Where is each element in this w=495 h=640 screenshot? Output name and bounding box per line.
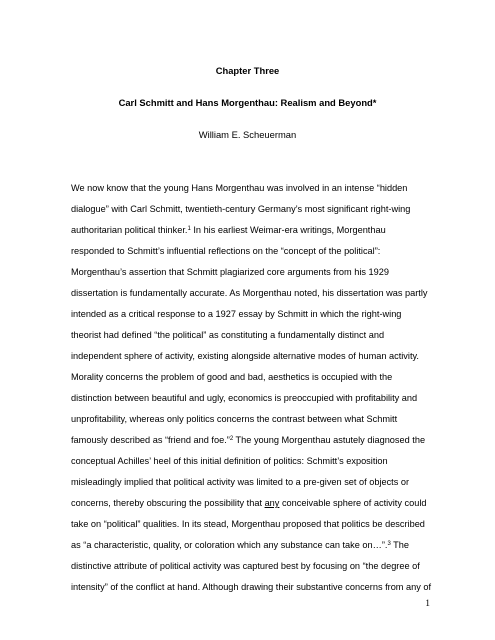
text-line <box>71 493 431 514</box>
text-line: theorist had defined “the political” as constituting a fundamentally distinct and <box>71 330 385 340</box>
text-line: intensity” of the conflict at hand. Although drawing their substantive concerns from any of <box>71 582 432 592</box>
text-line: We now know that the young Hans Morgenthau was involved in an intense “hidden <box>71 183 408 193</box>
page-number: 1 <box>425 599 430 609</box>
text-line: conceptual Achilles’ heel of this initial definition of politics: Schmitt’s exposition <box>71 456 388 466</box>
body-paragraph <box>71 178 431 598</box>
underlined-word: any <box>264 498 280 508</box>
text-run: The young Morgenthau astutely diagnosed the <box>233 435 426 445</box>
text-line: responded to Schmitt’s influential reflections on the “concept of the political”: <box>71 246 381 256</box>
footnote-ref-3: 3 <box>387 541 391 547</box>
text-line: dissertation is fundamentally accurate. As Morgenthau noted, his dissertation was partly <box>71 288 428 298</box>
text-line: take on “political” qualities. In its stead, Morgenthau proposed that politics be described <box>71 519 425 529</box>
text-line <box>71 535 431 556</box>
footnote-ref-2: 2 <box>229 436 234 442</box>
text-run: as “a characteristic, quality, or coloration which any substance can take on…”. <box>71 540 388 550</box>
text-run: authoritarian political thinker. <box>71 225 188 235</box>
text-run: famously described as “friend and foe.” <box>71 435 230 445</box>
text-run: concerns, thereby obscuring the possibility that <box>71 498 265 508</box>
text-line <box>71 430 431 451</box>
text-run: conceivable sphere of activity could <box>279 498 427 508</box>
chapter-heading: Chapter Three <box>215 65 280 76</box>
text-line: Morgenthau’s assertion that Schmitt plagiarized core arguments from his 1929 <box>71 267 389 277</box>
text-line: independent sphere of activity, existing alongside alternative modes of human activity. <box>71 351 419 361</box>
text-line: unprofitability, whereas only politics concerns the contrast between what Schmitt <box>71 414 398 424</box>
text-line: misleadingly implied that political activity was limited to a pre-given set of objects or <box>71 477 410 487</box>
text-run: In his earliest Weimar-era writings, Morgenthau <box>190 225 386 235</box>
text-line <box>71 220 431 241</box>
text-run: The <box>390 540 410 550</box>
text-line: Morality concerns the problem of good and bad, aesthetics is occupied with the <box>71 372 393 382</box>
text-line: intended as a critical response to a 1927 essay by Schmitt in which the right-wing <box>71 309 402 319</box>
author-name: William E. Scheuerman <box>198 129 297 140</box>
text-line: distinction between beautiful and ugly, economics is preoccupied with profitability and <box>71 393 418 403</box>
text-line: dialogue” with Carl Schmitt, twentieth-century Germany’s most significant right-wing <box>71 204 411 214</box>
text-line: distinctive attribute of political activity was captured best by focusing on “the degree of <box>71 561 420 571</box>
chapter-title: Carl Schmitt and Hans Morgenthau: Realism and Beyond* <box>118 97 377 108</box>
footnote-ref-1: 1 <box>187 226 191 232</box>
